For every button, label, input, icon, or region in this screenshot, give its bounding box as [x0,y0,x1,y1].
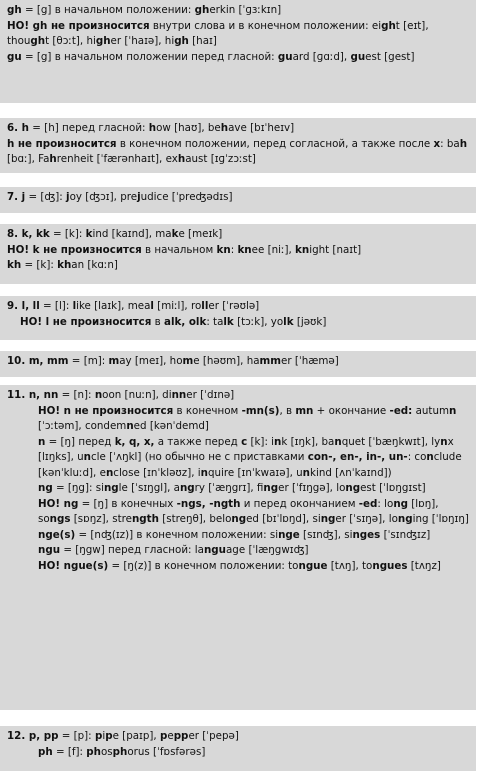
rule-line: HO! k не произносится в начальном kn: knee [niː], knight [naɪt] [7,243,362,256]
rule-block-n [0,385,476,710]
rule-block-l [0,296,476,340]
rule-line: ng = [ŋg]: single [ˈsɪŋgl], angry [ˈæŋgrɪ], finger [ˈfɪŋgə], longest [ˈlɒŋgɪst] [38,482,426,494]
rule-line: 11. n, nn = [n]: noon [nuːn], dinner [ˈdɪnə] [7,389,235,401]
rule-block-p [0,726,476,771]
rule-line: nge(s) = [nʤ(ɪz)] в конечном положении: singe [sɪnʤ], singes [ˈsɪnʤɪz] [38,528,431,541]
rule-line: HO! n не произносится в конечном -mn(s), в mn + окончание -ed: autumn [ˈɔːtəm], condemned [kənˈdemd] [38,404,457,432]
rule-line: h не произносится в конечном положении, перед согласной, а также после x: bah [bɑː], Fahrenheit [ˈfærənhaɪt], exhaust [ɪɡˈzɔːst] [7,137,468,165]
rule-block-h [0,118,476,173]
rule-line: 6. h = [h] перед гласной: how [haʊ], behave [bɪˈheɪv] [7,122,295,134]
rule-line: HO! gh не произносится внутри слова и в конечном положении: eight [eɪt], thought [θɔːt], higher [ˈhaɪə], high [haɪ] [7,19,429,47]
rule-line: kh = [k]: khan [kɑːn] [7,259,118,271]
rule-line: HO! ngue(s) = [ŋ(z)] в конечном положении: tongue [tʌŋ], tongues [tʌŋz] [38,559,441,572]
rule-line: HO! l не произносится в alk, olk: talk [tɔːk], yolk [jəʊk] [20,315,327,328]
rule-block-g-continued [0,0,476,103]
rule-line: HO! ng = [ŋ] в конечных -ngs, -ngth и перед окончанием -ed: long [lɒŋ], songs [sɒŋz], strength [streŋθ], belonged [bɪˈlɒŋd], singer [ˈsɪŋə], longing [ˈlɒŋɪŋ] [38,497,469,525]
rule-block-k [0,224,476,284]
rule-block-j [0,187,476,213]
rule-line: 8. k, kk = [k]: kind [kaɪnd], make [meɪk] [7,228,223,240]
rule-line: n = [ŋ] перед k, q, x, а также перед c [k]: ink [ɪŋk], banquet [ˈbæŋkwɪt], lynx [lɪŋks], uncle [ˈʌŋkl] (но обычно не с приставками con-, en-, in-, un-: conclude [kənˈkluːd], enclose [ɪnˈkləʊz], inquire [ɪnˈkwaɪə], unkind [ʌnˈkaɪnd]) [38,435,462,479]
rule-line: gh = [g] в начальном положении: gherkin [ˈɡɜːkɪn] [7,4,282,16]
rule-line: 10. m, mm = [m]: may [meɪ], home [həʊm], hammer [ˈhæmə] [7,355,339,367]
rule-line: 12. p, pp = [p]: pipe [paɪp], pepper [ˈpepə] [7,730,239,742]
rule-line: ph = [f]: phosphorus [ˈfɒsfərəs] [38,745,206,758]
rule-line: 9. l, ll = [l]: like [laɪk], meal [miːl], roller [ˈrəʊlə] [7,300,260,312]
rule-line: gu = [g] в начальном положении перед гласной: guard [ɡɑːd], guest [gest] [7,50,415,63]
rule-line: ngu = [ŋgw] перед гласной: language [ˈlæŋgwɪʤ] [38,544,309,556]
rule-block-m [0,351,476,377]
rule-line: 7. j = [ʤ]: joy [ʤɔɪ], prejudice [ˈpreʤədɪs] [7,191,233,203]
